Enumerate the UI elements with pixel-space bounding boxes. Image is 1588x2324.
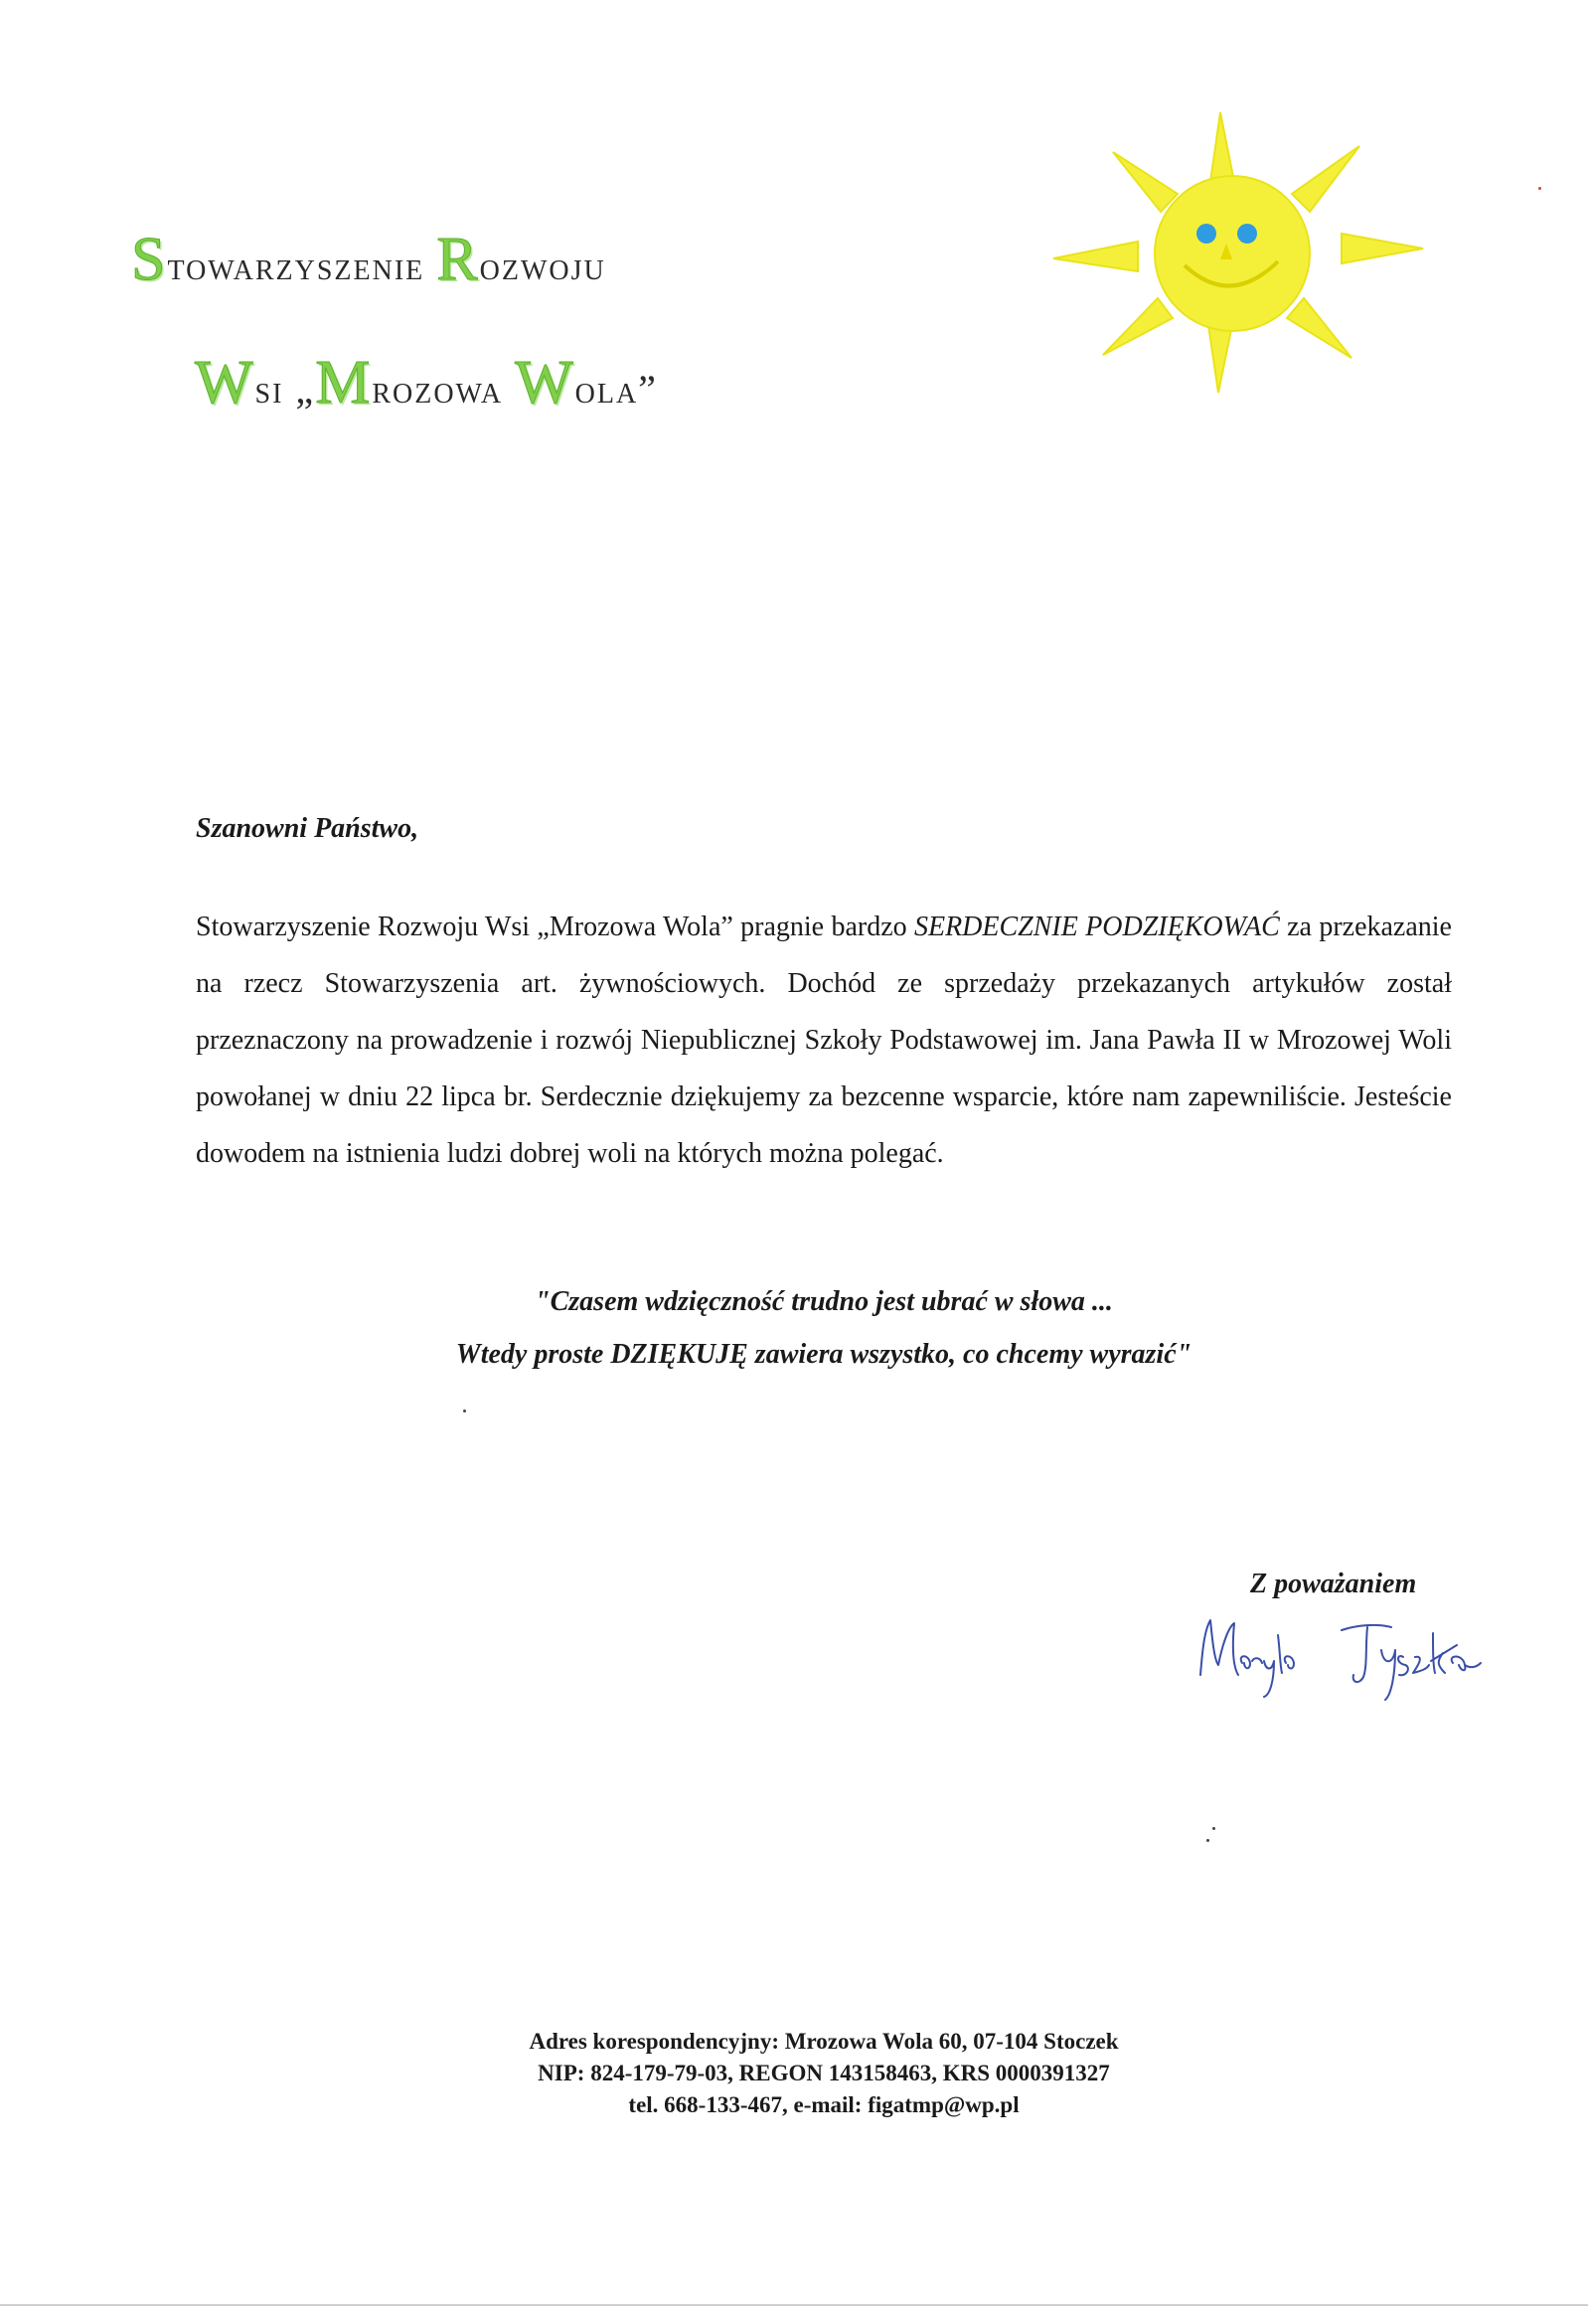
sun-ray [1053,242,1138,271]
sun-ray [1113,152,1178,212]
letterhead-word: ola” [574,367,658,412]
letter-body [196,899,1452,1182]
letterhead-word: si „ [254,367,316,412]
body-paragraph [196,899,1452,1182]
letterhead-capital: M [315,349,373,416]
sun-ray [1210,112,1234,182]
salutation: Szanowni Państwo, [196,813,419,844]
quote-line: "Czasem wdzięczność trudno jest ubrać w słowa ... [535,1286,1113,1317]
letterhead-capital: R [436,226,480,293]
paper-speck [1206,1839,1209,1842]
body-text-part: za przekazanie na rzecz Stowarzyszenia art. żywnościowych. Dochód ze sprzedaży przekazanych artykułów został przeznaczony na prowadzenie i rozwój Niepublicznej Szkoły Podstawowej im. Jana Pawła II w Mrozowej Woli powołanej w dniu 22 lipca br. Serdecznie dziękujemy za bezcenne wsparcie, które nam zapewniliście. Jesteście dowodem na istnienia ludzi dobrej woli na których można polegać. [196,912,1452,1169]
sun-ray [1208,325,1232,393]
footer-address: Adres korespondencyjny: Mrozowa Wola 60, 07-104 Stoczek [529,2029,1119,2054]
letterhead-capital: W [195,349,255,416]
letterhead-word: towarzyszenie [167,244,437,288]
quote [196,1275,1452,1381]
letterhead-line-1 [131,225,606,295]
sun-eye [1196,224,1216,244]
sun-icon [1043,94,1441,413]
scan-edge-line [0,2304,1588,2306]
footer-contact [196,2026,1452,2121]
sun-ray [1287,298,1351,358]
sun-eye [1237,224,1257,244]
letterhead-word: ozwoju [479,244,606,288]
closing: Z poważaniem [1250,1569,1417,1599]
letterhead-capital: S [131,226,168,293]
paper-speck [463,1410,466,1412]
sun-face [1155,176,1310,331]
letterhead-word: rozowa [372,367,516,412]
letterhead-capital: W [515,349,575,416]
paper-speck [1212,1827,1215,1830]
signature [1183,1605,1501,1715]
letterhead-line-2 [195,348,658,418]
quote-line: Wtedy proste DZIĘKUJĘ zawiera wszystko, co chcemy wyrazić" [455,1339,1192,1370]
footer-phone-email: tel. 668-133-467, e-mail: figatmp@wp.pl [628,2092,1020,2117]
sun-ray [1103,298,1173,355]
footer-registry-numbers: NIP: 824-179-79-03, REGON 143158463, KRS 0000391327 [538,2061,1110,2085]
sun-ray [1342,234,1423,263]
sun-ray [1292,146,1359,212]
thank-you-emphasis: SERDECZNIE PODZIĘKOWAĆ [913,912,1280,942]
paper-speck [1538,187,1541,190]
body-text-part: Stowarzyszenie Rozwoju Wsi „Mrozowa Wola” pragnie bardzo [196,912,914,942]
